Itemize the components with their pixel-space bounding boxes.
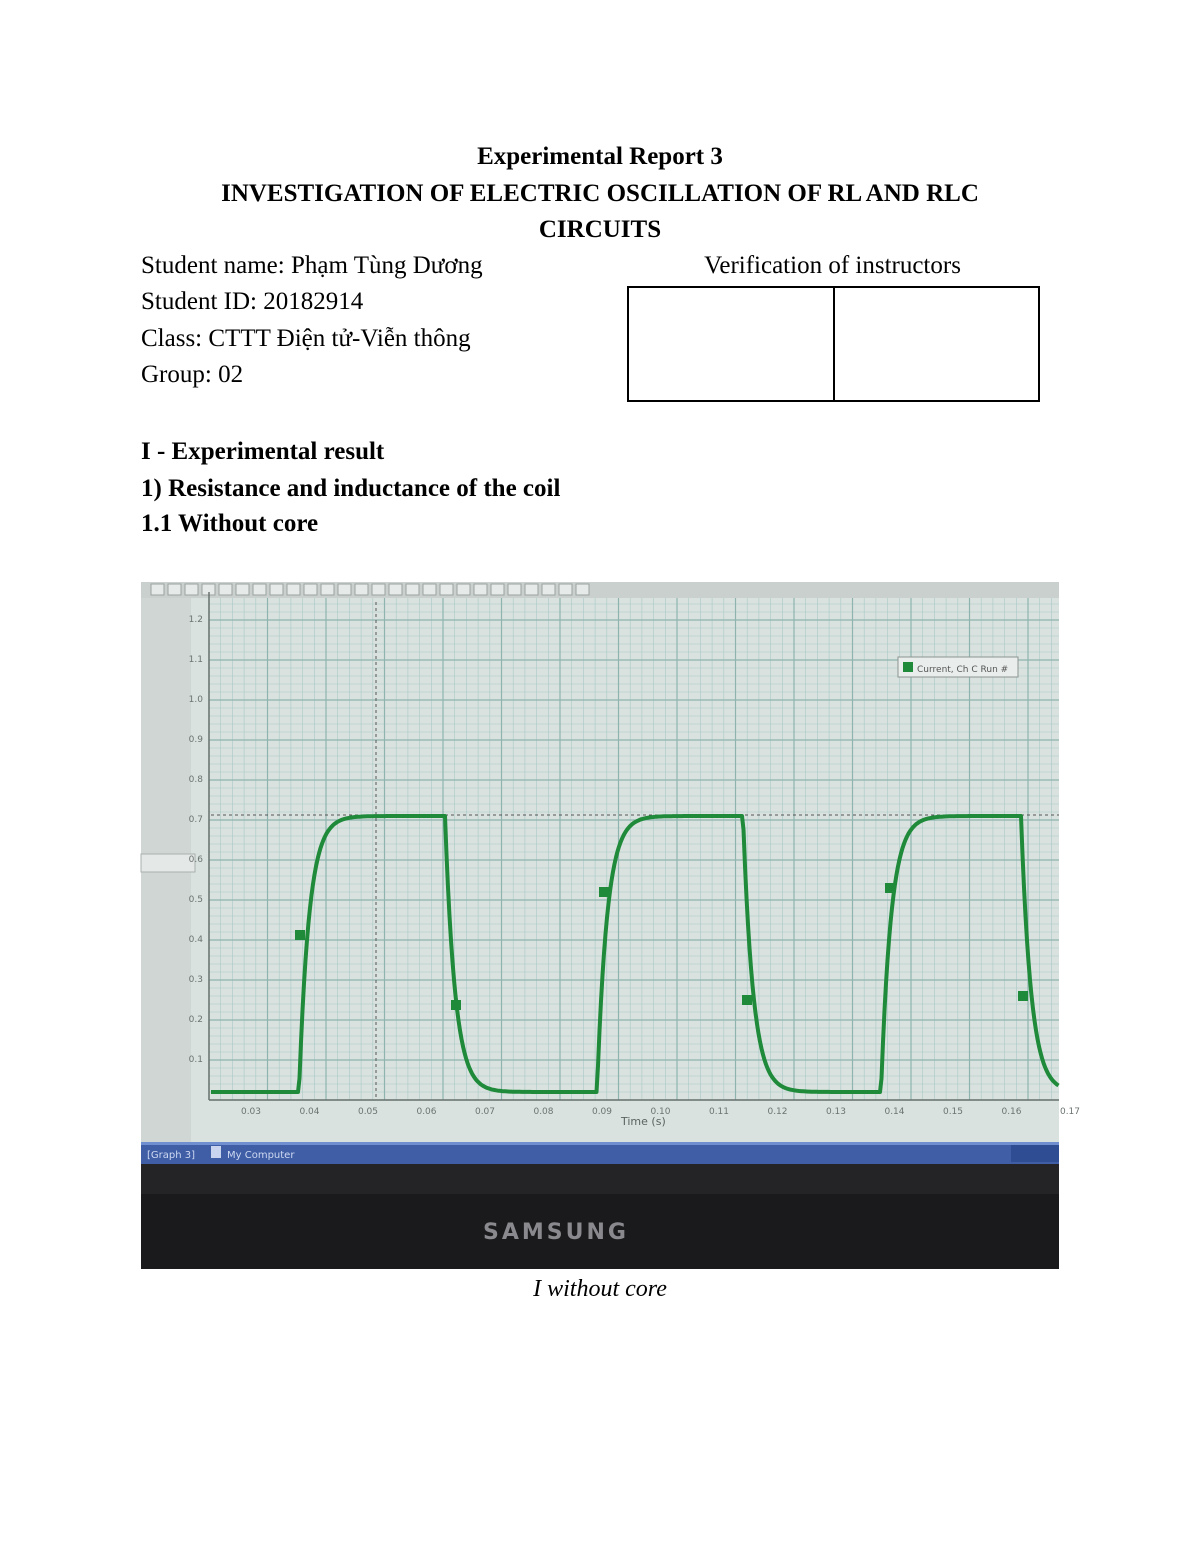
toolbar-button bbox=[440, 584, 453, 595]
y-tick-label: 1.0 bbox=[188, 695, 203, 705]
x-tick-label: 0.06 bbox=[416, 1107, 437, 1117]
toolbar-button bbox=[270, 584, 283, 595]
toolbar-button bbox=[406, 584, 419, 595]
toolbar-button bbox=[491, 584, 504, 595]
section-heading-experimental-result: I - Experimental result bbox=[141, 438, 385, 465]
x-tick-label: 0.09 bbox=[591, 1107, 613, 1117]
trace-marker bbox=[1018, 991, 1028, 1001]
x-tick-label: 0.15 bbox=[942, 1107, 964, 1117]
verification-table bbox=[627, 286, 1040, 402]
section-heading-without-core: 1.1 Without core bbox=[141, 510, 319, 537]
student-class: Class: CTTT Điện tử-Viễn thông bbox=[141, 325, 471, 352]
toolbar-button bbox=[185, 584, 198, 595]
toolbar-button bbox=[287, 584, 300, 595]
figure-caption: I without core bbox=[533, 1276, 667, 1302]
section-heading-resistance-inductance: 1) Resistance and inductance of the coil bbox=[141, 475, 561, 502]
toolbar-button bbox=[355, 584, 368, 595]
toolbar-button bbox=[372, 584, 385, 595]
y-tick-label: 0.6 bbox=[188, 855, 203, 865]
toolbar-button bbox=[304, 584, 317, 595]
x-tick-label: 0.17 bbox=[1059, 1107, 1081, 1117]
taskbar-highlight bbox=[141, 1142, 1059, 1145]
x-tick-label: 0.14 bbox=[884, 1107, 905, 1117]
verification-label: Verification of instructors bbox=[704, 252, 961, 279]
verification-cell-left bbox=[629, 288, 833, 400]
x-tick-label: 0.05 bbox=[357, 1107, 379, 1117]
y-tick-label: 0.5 bbox=[188, 895, 203, 905]
x-axis-label: Time (s) bbox=[621, 1115, 666, 1128]
trace-marker bbox=[451, 1000, 461, 1010]
oscilloscope-photo-svg bbox=[141, 582, 1081, 1269]
report-title: Experimental Report 3 bbox=[477, 143, 723, 170]
student-group: Group: 02 bbox=[141, 361, 244, 388]
taskbar-item-graph: [Graph 3] bbox=[147, 1150, 196, 1161]
student-id: Student ID: 20182914 bbox=[141, 288, 364, 315]
x-tick-label: 0.11 bbox=[708, 1107, 730, 1117]
trace-marker bbox=[885, 883, 895, 893]
y-tick-label: 0.2 bbox=[188, 1015, 203, 1025]
x-tick-label: 0.03 bbox=[240, 1107, 262, 1117]
toolbar-button bbox=[423, 584, 436, 595]
y-tick-label: 0.1 bbox=[188, 1055, 203, 1065]
y-tick-label: 0.3 bbox=[188, 975, 203, 985]
toolbar-button bbox=[389, 584, 402, 595]
my-computer-icon bbox=[211, 1146, 221, 1158]
x-tick-label: 0.16 bbox=[1001, 1107, 1022, 1117]
monitor-bezel-top bbox=[141, 1164, 1059, 1194]
report-subtitle-line1: INVESTIGATION OF ELECTRIC OSCILLATION OF RL AND RLC bbox=[221, 180, 979, 207]
toolbar-button bbox=[559, 584, 572, 595]
toolbar-button bbox=[457, 584, 470, 595]
x-tick-label: 0.07 bbox=[474, 1107, 496, 1117]
toolbar-button bbox=[508, 584, 521, 595]
x-tick-label: 0.13 bbox=[825, 1107, 847, 1117]
toolbar-button bbox=[474, 584, 487, 595]
x-tick-label: 0.10 bbox=[650, 1107, 671, 1117]
legend-swatch bbox=[903, 662, 913, 672]
trace-marker bbox=[295, 930, 305, 940]
toolbar-button bbox=[321, 584, 334, 595]
y-tick-label: 0.9 bbox=[188, 735, 203, 745]
report-subtitle-line2: CIRCUITS bbox=[538, 216, 662, 243]
toolbar-button bbox=[338, 584, 351, 595]
y-tick-label: 1.2 bbox=[188, 615, 203, 625]
y-tick-label: 0.4 bbox=[188, 935, 203, 945]
toolbar-button bbox=[576, 584, 589, 595]
toolbar-button bbox=[525, 584, 538, 595]
toolbar-button bbox=[236, 584, 249, 595]
toolbar-button bbox=[542, 584, 555, 595]
toolbar-button bbox=[168, 584, 181, 595]
verification-cell-right bbox=[833, 288, 1039, 400]
toolbar-button bbox=[151, 584, 164, 595]
taskbar-item-my-computer: My Computer bbox=[227, 1150, 295, 1161]
student-name: Student name: Phạm Tùng Dương bbox=[141, 252, 483, 279]
system-tray bbox=[1011, 1145, 1059, 1162]
y-tick-label: 0.7 bbox=[188, 815, 203, 825]
oscilloscope-photo bbox=[141, 582, 1081, 1269]
legend-label: Current, Ch C Run # bbox=[917, 665, 1009, 675]
trace-marker bbox=[742, 995, 752, 1005]
y-tick-label: 1.1 bbox=[188, 655, 203, 665]
x-tick-label: 0.08 bbox=[533, 1107, 554, 1117]
x-tick-label: 0.04 bbox=[299, 1107, 320, 1117]
samsung-logo: SAMSUNG bbox=[483, 1220, 629, 1245]
side-dropdown bbox=[141, 854, 195, 872]
toolbar-button bbox=[219, 584, 232, 595]
y-tick-label: 0.8 bbox=[188, 775, 203, 785]
trace-marker bbox=[599, 887, 609, 897]
x-tick-label: 0.12 bbox=[767, 1107, 788, 1117]
toolbar-button bbox=[253, 584, 266, 595]
